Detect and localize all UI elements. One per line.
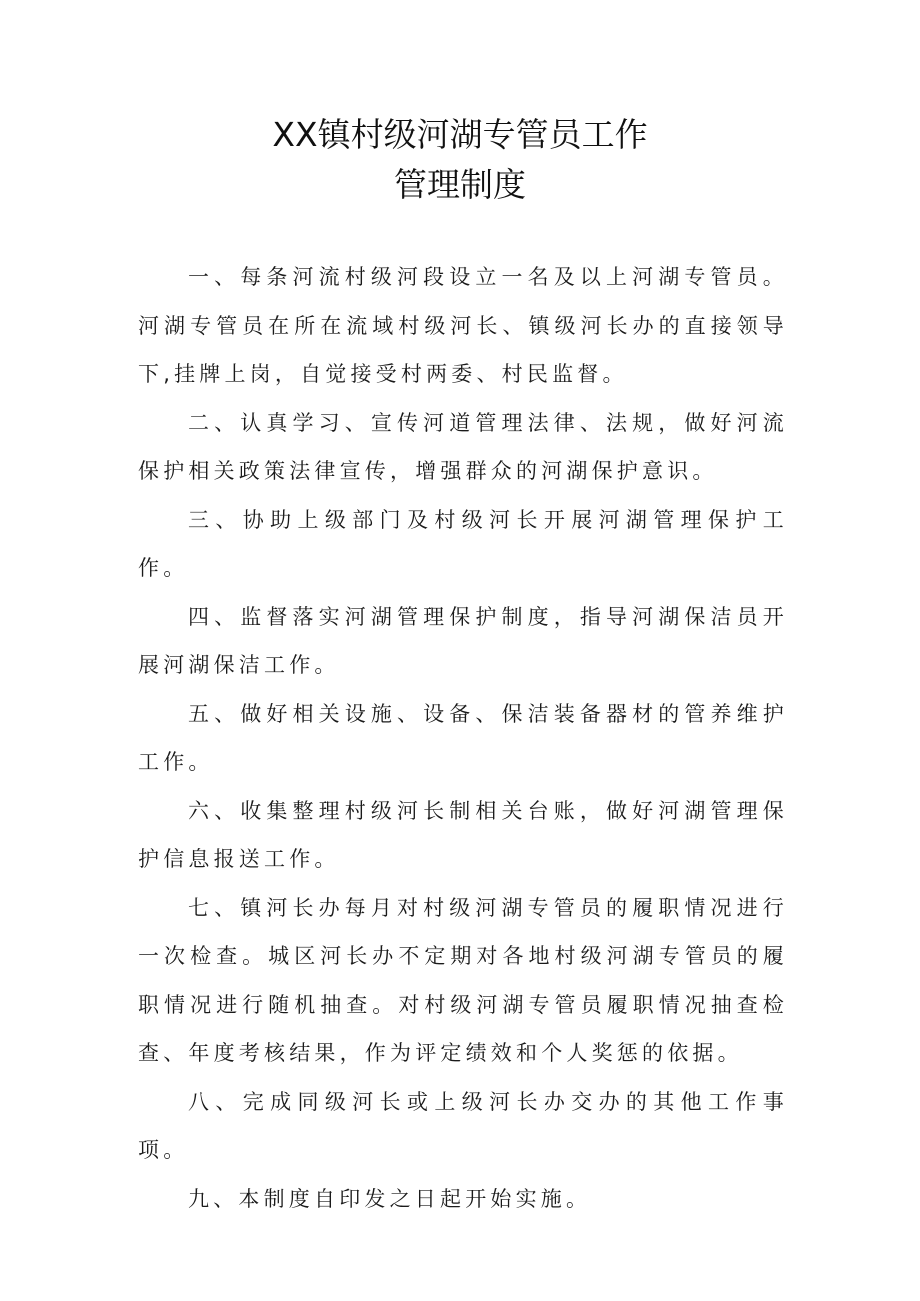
title-line-2: 管理制度	[394, 165, 526, 204]
paragraph-8: 八、完成同级河长或上级河长办交办的其他工作事项。	[138, 1089, 788, 1162]
document-body	[138, 253, 788, 1223]
paragraph-6: 六、收集整理村级河长制相关台账，做好河湖管理保护信息报送工作。	[138, 798, 788, 871]
paragraph-4: 四、监督落实河湖管理保护制度，指导河湖保洁员开展河湖保洁工作。	[138, 604, 788, 677]
paragraph-1: 一、每条河流村级河段设立一名及以上河湖专管员。河湖专管员在所在流域村级河长、镇级河长办的直接领导下,挂牌上岗，自觉接受村两委、村民监督。	[138, 265, 788, 386]
paragraph-3: 三、协助上级部门及村级河长开展河湖管理保护工作。	[138, 507, 788, 580]
paragraph-9: 九、本制度自印发之日起开始实施。	[188, 1186, 592, 1211]
paragraph-7: 七、镇河长办每月对村级河湖专管员的履职情况进行一次检查。城区河长办不定期对各地村级河湖专管员的履职情况进行随机抽查。对村级河湖专管员履职情况抽查检查、年度考核结果，作为评定绩效和个人奖惩的依据。	[138, 895, 788, 1065]
document-title	[0, 110, 920, 210]
paragraph-5: 五、做好相关设施、设备、保洁装备器材的管养维护工作。	[138, 701, 788, 774]
title-line-1: XX镇村级河湖专管员工作	[272, 115, 648, 154]
paragraph-2: 二、认真学习、宣传河道管理法律、法规，做好河流保护相关政策法律宣传，增强群众的河湖保护意识。	[138, 410, 788, 483]
